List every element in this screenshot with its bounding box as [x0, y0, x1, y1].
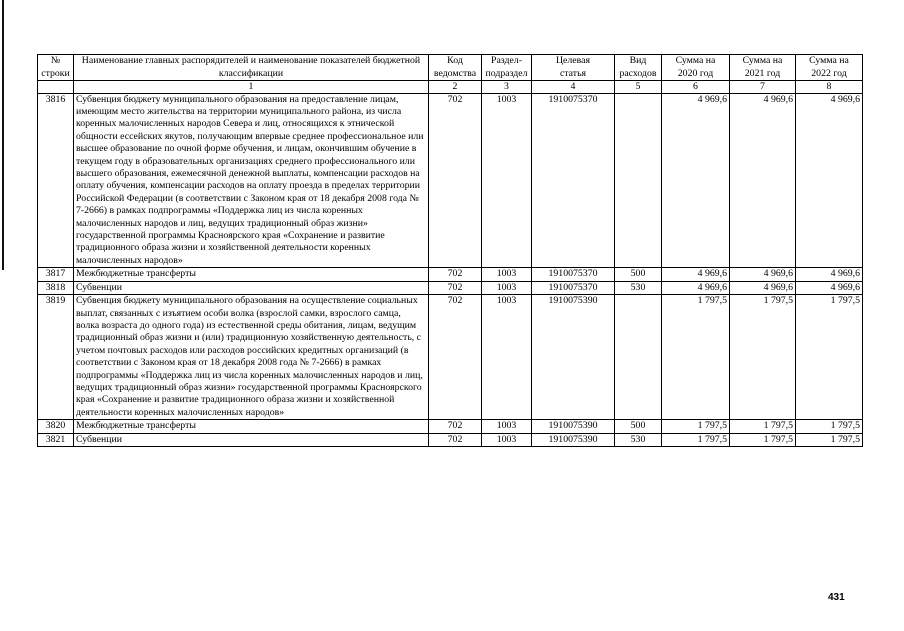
table-header-row — [38, 55, 863, 81]
row-number: 3816 — [38, 93, 74, 268]
header-name: Наименование главных распорядителей и наименование показателей бюджетной классификации — [74, 55, 429, 81]
row-name: Субвенции — [74, 281, 429, 294]
row-sum-2021: 1 797,5 — [730, 420, 796, 433]
row-number: 3817 — [38, 268, 74, 281]
row-dept-code: 702 — [429, 93, 482, 268]
row-expense-type — [615, 295, 662, 420]
header-expense-type: Вид расходов — [615, 55, 662, 81]
table-row — [38, 268, 863, 281]
row-name: Субвенция бюджету муниципального образования на осуществление социальных выплат, связанных с изъятием особи волка (взрослой самки, взрослого самца, волка возраста до одного года) из естественной среды обитания, лицам, ведущим традиционный образ жизни и (или) традиционную хозяйственную деятельность, с учетом почтовых расходов или расходов российских кредитных организаций (в соответствии с Законом края от 18 декабря 2008 года № 7-2666) в рамках подпрограммы «Поддержка лиц из числа коренных малочисленных народов и лиц, ведущих традиционный образ жизни» государственной программы Красноярского края «Сохранение и развитие традиционного образа жизни и хозяйственной деятельности коренных малочисленных народов» — [74, 295, 429, 420]
row-sum-2021: 1 797,5 — [730, 295, 796, 420]
row-sum-2022: 4 969,6 — [796, 93, 863, 268]
column-number: 8 — [796, 81, 863, 93]
row-dept-code: 702 — [429, 281, 482, 294]
column-number: 1 — [74, 81, 429, 93]
column-number-row — [38, 81, 863, 93]
column-number: 5 — [615, 81, 662, 93]
row-section: 1003 — [482, 433, 532, 446]
column-number: 4 — [532, 81, 615, 93]
column-number: 7 — [730, 81, 796, 93]
header-target-item: Целевая статья — [532, 55, 615, 81]
row-number: 3820 — [38, 420, 74, 433]
column-number: 3 — [482, 81, 532, 93]
row-expense-type — [615, 93, 662, 268]
row-sum-2021: 4 969,6 — [730, 93, 796, 268]
row-name: Межбюджетные трансферты — [74, 420, 429, 433]
row-dept-code: 702 — [429, 295, 482, 420]
row-sum-2021: 4 969,6 — [730, 281, 796, 294]
row-section: 1003 — [482, 281, 532, 294]
row-section: 1003 — [482, 93, 532, 268]
row-target-item: 1910075370 — [532, 281, 615, 294]
row-target-item: 1910075390 — [532, 295, 615, 420]
row-section: 1003 — [482, 295, 532, 420]
header-section: Раздел- подраздел — [482, 55, 532, 81]
header-sum-2021: Сумма на 2021 год — [730, 55, 796, 81]
column-number — [38, 81, 74, 93]
row-number: 3821 — [38, 433, 74, 446]
row-sum-2022: 4 969,6 — [796, 268, 863, 281]
row-dept-code: 702 — [429, 433, 482, 446]
row-sum-2020: 1 797,5 — [662, 420, 730, 433]
row-sum-2021: 4 969,6 — [730, 268, 796, 281]
row-sum-2022: 1 797,5 — [796, 420, 863, 433]
row-target-item: 1910075370 — [532, 268, 615, 281]
header-sum-2020: Сумма на 2020 год — [662, 55, 730, 81]
row-section: 1003 — [482, 420, 532, 433]
row-section: 1003 — [482, 268, 532, 281]
column-number: 6 — [662, 81, 730, 93]
row-sum-2020: 4 969,6 — [662, 93, 730, 268]
row-target-item: 1910075390 — [532, 420, 615, 433]
row-target-item: 1910075370 — [532, 93, 615, 268]
row-dept-code: 702 — [429, 268, 482, 281]
row-expense-type: 500 — [615, 268, 662, 281]
row-name: Субвенции — [74, 433, 429, 446]
row-sum-2020: 1 797,5 — [662, 433, 730, 446]
header-dept-code: Код ведомства — [429, 55, 482, 81]
row-sum-2020: 4 969,6 — [662, 281, 730, 294]
header-sum-2022: Сумма на 2022 год — [796, 55, 863, 81]
row-name: Субвенция бюджету муниципального образования на предоставление лицам, имеющим место жительства на территории муниципального района, из числа коренных малочисленных народов Севера и лиц, относящихся к этнической общности ессейских якутов, получающим впервые среднее профессиональное или высшее образование по очной форме обучения, и лицам, окончившим обучение в текущем году в образовательных организациях среднего профессионального или высшего образования, ежемесячной денежной выплаты, компенсации расходов на оплату обучения, компенсации расходов на оплату проезда в пределах территории Российской Федерации (в соответствии с Законом края от 18 декабря 2008 года № 7-2666) в рамках подпрограммы «Поддержка лиц из числа коренных малочисленных народов и лиц, ведущих традиционный образ жизни» государственной программы Красноярского края «Сохранение и развитие традиционного образа жизни и хозяйственной деятельности коренных малочисленных народов» — [74, 93, 429, 268]
row-sum-2022: 4 969,6 — [796, 281, 863, 294]
row-number: 3818 — [38, 281, 74, 294]
row-sum-2020: 4 969,6 — [662, 268, 730, 281]
row-expense-type: 500 — [615, 420, 662, 433]
row-expense-type: 530 — [615, 433, 662, 446]
table-row — [38, 433, 863, 446]
row-sum-2020: 1 797,5 — [662, 295, 730, 420]
row-dept-code: 702 — [429, 420, 482, 433]
row-name: Межбюджетные трансферты — [74, 268, 429, 281]
header-row-number: № строки — [38, 55, 74, 81]
row-sum-2022: 1 797,5 — [796, 433, 863, 446]
row-expense-type: 530 — [615, 281, 662, 294]
table-row — [38, 295, 863, 420]
page-number: 431 — [828, 592, 845, 603]
table-row — [38, 93, 863, 268]
table-row — [38, 420, 863, 433]
budget-table — [37, 54, 863, 447]
row-sum-2022: 1 797,5 — [796, 295, 863, 420]
table-row — [38, 281, 863, 294]
column-number: 2 — [429, 81, 482, 93]
row-number: 3819 — [38, 295, 74, 420]
row-sum-2021: 1 797,5 — [730, 433, 796, 446]
row-target-item: 1910075390 — [532, 433, 615, 446]
scan-edge-bar — [2, 0, 4, 270]
